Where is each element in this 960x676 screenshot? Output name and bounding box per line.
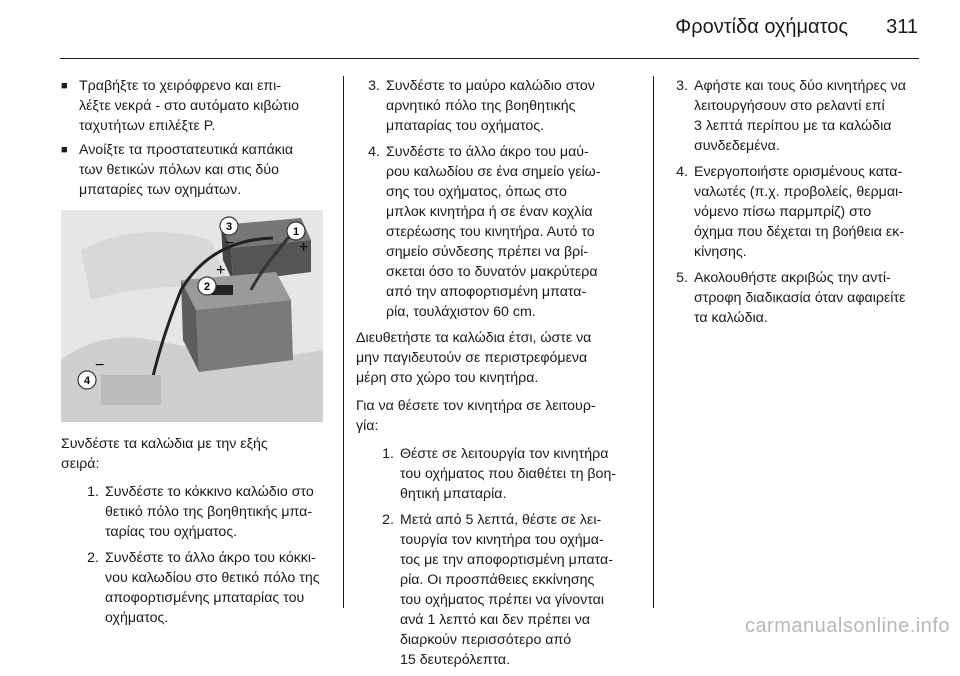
watermark-text: carmanualsonline.info <box>744 615 950 637</box>
step-number: 1. <box>87 484 99 500</box>
column-2 <box>356 76 620 676</box>
cable-routing-paragraph: Διευθετήστε τα καλώδια έτσι, ώστε να μην παγιδευτούν σε περιστρεφόμενα μέρη στο χώρο του κινητήρα. <box>356 330 592 386</box>
numbered-step <box>664 76 926 156</box>
step-number: 2. <box>382 512 394 528</box>
engine-bay-illustration <box>61 210 323 422</box>
numbered-step <box>61 548 325 628</box>
step-text: Συνδέστε το άλλο άκρο του κόκκι- νου καλωδίου στο θετικό πόλο της αποφορτισμένης μπαταρίας του οχήματος. <box>105 550 320 626</box>
battery-jumpstart-figure <box>61 210 323 422</box>
plus-terminal-symbol: + <box>299 239 309 256</box>
column-divider-1 <box>343 76 344 608</box>
column-divider-2 <box>653 76 654 608</box>
step-text: Ενεργοποιήστε ορισμένους κατα- ναλωτές (π.χ. προβολείς, θερμαι- νόμενο πίσω παρμπρίζ) στο όχημα που δέχεται τη βοήθεια εκ- κίνησης. <box>694 164 905 260</box>
bullet-text: Ανοίξτε τα προστατευτικά καπάκια των θετικών πόλων και στις δύο μπαταρίες των οχημάτων. <box>79 142 294 198</box>
minus-terminal-symbol: − <box>95 357 105 374</box>
step-number: 2. <box>87 550 99 566</box>
step-number: 3. <box>368 78 380 94</box>
square-bullet-icon: ■ <box>61 144 68 156</box>
step-text: Συνδέστε το μαύρο καλώδιο στον αρνητικό πόλο της βοηθητικής μπαταρίας του οχήματος. <box>386 78 595 134</box>
numbered-step <box>664 268 926 328</box>
numbered-step <box>356 76 620 136</box>
callout-1-label: 1 <box>292 226 300 238</box>
step-number: 4. <box>676 164 688 180</box>
page-number: 311 <box>886 16 918 38</box>
step-number: 4. <box>368 144 380 160</box>
step-text: Μετά από 5 λεπτά, θέστε σε λει- τουργία τον κινητήρα του οχήμα- τος με την αποφορτισμένη μπατα- ρία. Οι προσπάθειες εκκίνησης του οχήματος πρέπει να γίνονται ανά 1 λεπτό και δεν πρέπει να διαρκούν περισσότερο από 15 δευτερόλεπτα. <box>400 512 613 668</box>
minus-terminal-symbol: − <box>225 235 235 252</box>
step-number: 3. <box>676 78 688 94</box>
numbered-step <box>356 444 620 504</box>
callout-2-label: 2 <box>203 281 211 293</box>
step-text: Συνδέστε το άλλο άκρο του μαύ- ρου καλωδίου σε ένα σημείο γείω- σης του οχήματος, όπως στο μπλοκ κινητήρα ή σε έναν κοχλία στερέωσης του κινητήρα. Αυτό το σημείο σύνδεσης πρέπει να βρί- σκεται όσο το δυνατόν μακρύτερα από την αποφορτισμένη μπατα- ρία, τουλάχιστον 60 cm. <box>386 144 601 320</box>
column-3 <box>664 76 926 334</box>
header-rule <box>60 58 919 59</box>
step-number: 5. <box>676 270 688 286</box>
step-number: 1. <box>382 446 394 462</box>
step-text: Αφήστε και τους δύο κινητήρες να λειτουργήσουν στο ρελαντί επί 3 λεπτά περίπου με τα καλώδια συνδεδεμένα. <box>694 78 906 154</box>
bullet-item <box>61 140 325 200</box>
step-text: Συνδέστε το κόκκινο καλώδιο στο θετικό πόλο της βοηθητικής μπα- ταρίας του οχήματος. <box>105 484 314 540</box>
numbered-step <box>356 142 620 322</box>
numbered-step <box>664 162 926 262</box>
start-engine-intro: Για να θέσετε τον κινητήρα σε λειτουρ- γία: <box>356 398 596 434</box>
bullet-text: Τραβήξτε το χειρόφρενο και επι- λέξτε νεκρά - στο αυτόματο κιβώτιο ταχυτήτων επιλέξτε P. <box>79 78 300 134</box>
numbered-step <box>356 510 620 670</box>
numbered-step <box>61 482 325 542</box>
step-text: Ακολουθήστε ακριβώς την αντί- στροφη διαδικασία όταν αφαιρείτε τα καλώδια. <box>694 270 906 326</box>
step-text: Θέστε σε λειτουργία τον κινητήρα του οχήματος που διαθέτει τη βοη- θητική μπαταρία. <box>400 446 617 502</box>
square-bullet-icon: ■ <box>61 80 68 92</box>
connection-intro: Συνδέστε τα καλώδια με την εξής σειρά: <box>61 436 268 472</box>
column-1 <box>61 76 325 634</box>
page-header-title: Φροντίδα οχήματος <box>675 16 848 38</box>
plus-terminal-symbol: + <box>216 262 226 279</box>
callout-4-label: 4 <box>83 375 91 387</box>
callout-3-label: 3 <box>225 221 233 233</box>
bullet-item <box>61 76 325 136</box>
